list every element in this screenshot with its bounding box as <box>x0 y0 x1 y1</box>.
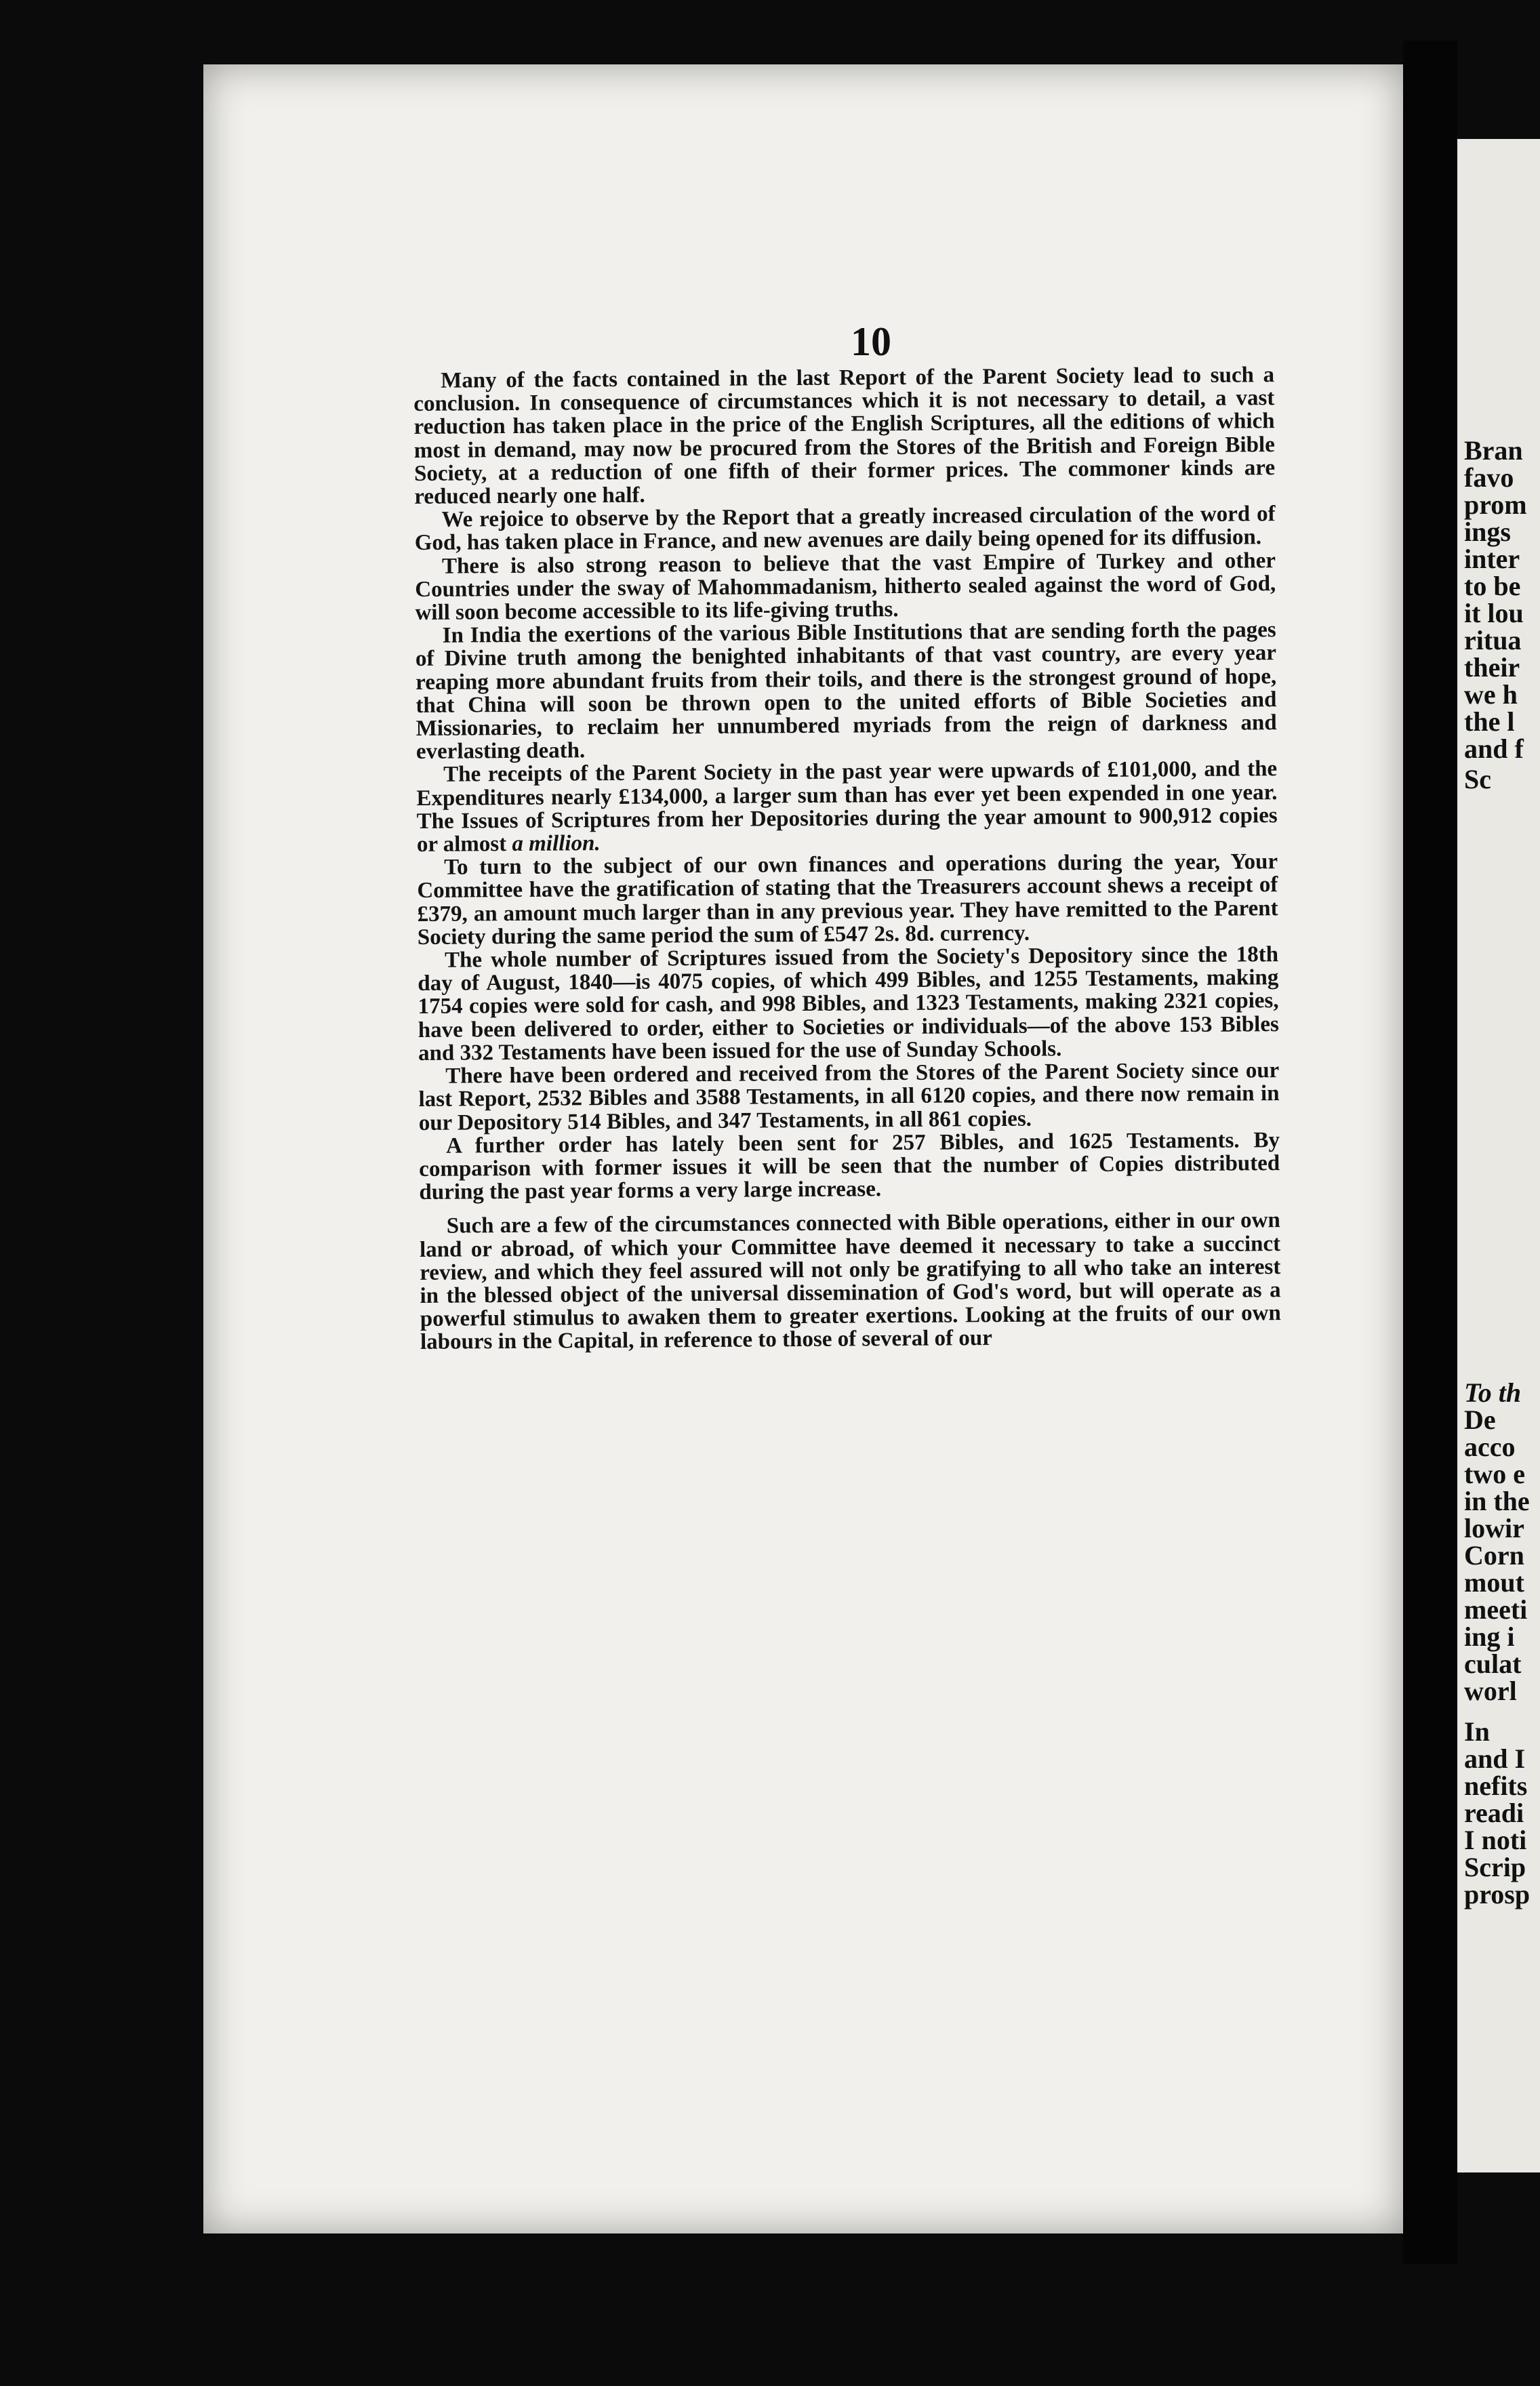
paragraph-france: We rejoice to observe by the Report that a greatly increased circulation of the word of God, has taken place in France, and new avenues are daily being opened for its diffusion. <box>414 502 1276 556</box>
adjacent-page-text-fragment: Scrip <box>1464 1852 1526 1882</box>
adjacent-page-text-fragment: ing i <box>1464 1621 1515 1652</box>
paragraph-finances: To turn to the subject of our own finances and operations during the year, Your Committee have the gratification of stating that the Treasurers account shews a receipt of £379, an amount much larger than in any previous year. They have remitted to the Parent Society during the same period the sum of £547 2s. 8d. currency. <box>417 849 1278 950</box>
paragraph-further-order: A further order has lately been sent for 257 Bibles, and 1625 Testaments. By comparison with former issues it will be seen that the number of Copies distributed during the past year forms a very large increase. <box>419 1127 1280 1205</box>
adjacent-page-text-fragment: worl <box>1464 1676 1517 1706</box>
adjacent-page-text-fragment: the l <box>1464 706 1515 737</box>
adjacent-page-text-fragment: and I <box>1464 1743 1526 1774</box>
adjacent-page-text-fragment: prosp <box>1464 1879 1531 1909</box>
adjacent-page-text-fragment: and f <box>1464 733 1524 764</box>
adjacent-page-text-fragment: Corn <box>1464 1540 1524 1571</box>
paragraph-receipts <box>416 758 1278 857</box>
paragraph-india-china: In India the exertions of the various Bible Institutions that are sending forth the pages of Divine truth among the benighted inhabitants of that vast country, are every year reaping more abundant fruits from their toils, and there is the strongest ground of hope, that China will soon be thrown open to the united efforts of Bible Societies and Missionaries, to reclaim her unnumbered myriads from the reign of darkness and everlasting death. <box>415 618 1277 765</box>
paragraph-orders-received: There have been ordered and received from the Stores of the Parent Society since our last Report, 2532 Bibles and 3588 Testaments, in all 6120 copies, and there now remain in our Depository 514 Bibles, and 347 Testaments, in all 861 copies. <box>418 1058 1280 1135</box>
adjacent-page-text-fragment: lowir <box>1464 1513 1524 1543</box>
adjacent-page-text-fragment: in the <box>1464 1486 1530 1516</box>
adjacent-page-text-fragment: I noti <box>1464 1825 1527 1855</box>
paragraph-closing: Such are a few of the circumstances connected with Bible operations, either in our own land or abroad, of which your Committee have deemed it necessary to take a succinct review, and which they feel assured will not only be gratifying to all who take an interest in the blessed object of the universal dissemination of God's word, but will operate as a powerful stimulus to awaken them to greater exertions. Looking at the fruits of our own labours in the Capital, in reference to those of several of our <box>419 1208 1281 1355</box>
paragraph-scriptures-issued: The whole number of Scriptures issued from the Society's Depository since the 18th day of August, 1840—is 4075 copies, of which 499 Bibles, and 1255 Testaments, making 1754 copies were sold for cash, and 998 Bibles, and 1323 Testaments, making 2321 copies, have been delivered to order, either to Societies or individuals—of the above 153 Bibles and 332 Testaments have been issued for the use of Sunday Schools. <box>418 942 1279 1066</box>
adjacent-page-text-fragment: to be <box>1464 571 1521 601</box>
adjacent-page-fragment <box>1457 139 1540 2172</box>
adjacent-page-text-fragment: mout <box>1464 1567 1524 1598</box>
adjacent-page-text-fragment: inter <box>1464 544 1520 574</box>
adjacent-page-text-fragment: two e <box>1464 1459 1525 1489</box>
adjacent-page-text-fragment: prom <box>1464 489 1527 520</box>
adjacent-page-text-fragment: meeti <box>1464 1594 1528 1625</box>
adjacent-page-text-fragment: ings <box>1464 517 1511 547</box>
adjacent-page-text-fragment: Bran <box>1464 435 1523 466</box>
adjacent-page-text-fragment: readi <box>1464 1798 1524 1828</box>
adjacent-page-text-fragment: their <box>1464 652 1520 683</box>
page-text-body <box>413 363 1281 1354</box>
adjacent-page-text-fragment: nefits <box>1464 1771 1528 1801</box>
receipts-italic: a million. <box>512 831 601 857</box>
adjacent-page-text-fragment: favo <box>1464 462 1514 493</box>
adjacent-page-text-fragment: Sc <box>1464 764 1491 794</box>
adjacent-page-text-fragment: it lou <box>1464 598 1524 628</box>
paragraph-turkey: There is also strong reason to believe that the vast Empire of Turkey and other Countries under the sway of Mahommadanism, hitherto sealed against the word of God, will soon become accessible to its life-giving truths. <box>415 548 1276 626</box>
page-number: 10 <box>851 319 891 364</box>
adjacent-page-text-fragment: To th <box>1464 1377 1522 1408</box>
adjacent-page-text-fragment: acco <box>1464 1432 1516 1462</box>
book-binding-gutter <box>1403 41 1457 2264</box>
adjacent-page-text-fragment: In <box>1464 1716 1490 1747</box>
adjacent-page-text-fragment: we h <box>1464 679 1518 710</box>
adjacent-page-text-fragment: culat <box>1464 1649 1522 1679</box>
adjacent-page-text-fragment: ritua <box>1464 625 1522 655</box>
paragraph-parent-society: Many of the facts contained in the last Report of the Parent Society lead to such a conclusion. In consequence of circumstances which it is not necessary to detail, a vast reduction has taken place in the price of the English Scriptures, all the editions of which most in demand, may now be procured from the Stores of the British and Foreign Bible Society, at a reduction of one fifth of their former prices. The commoner kinds are reduced nearly one half. <box>413 363 1276 510</box>
adjacent-page-text-fragment: De <box>1464 1404 1496 1435</box>
receipts-text: The receipts of the Parent Society in the past year were upwards of £101,000, and the Expenditures nearly £134,000, a larger sum than has ever yet been expended in one year. The Issues of Scriptures from her Depositories during the year amount to 900,912 copies or almost <box>416 756 1278 857</box>
